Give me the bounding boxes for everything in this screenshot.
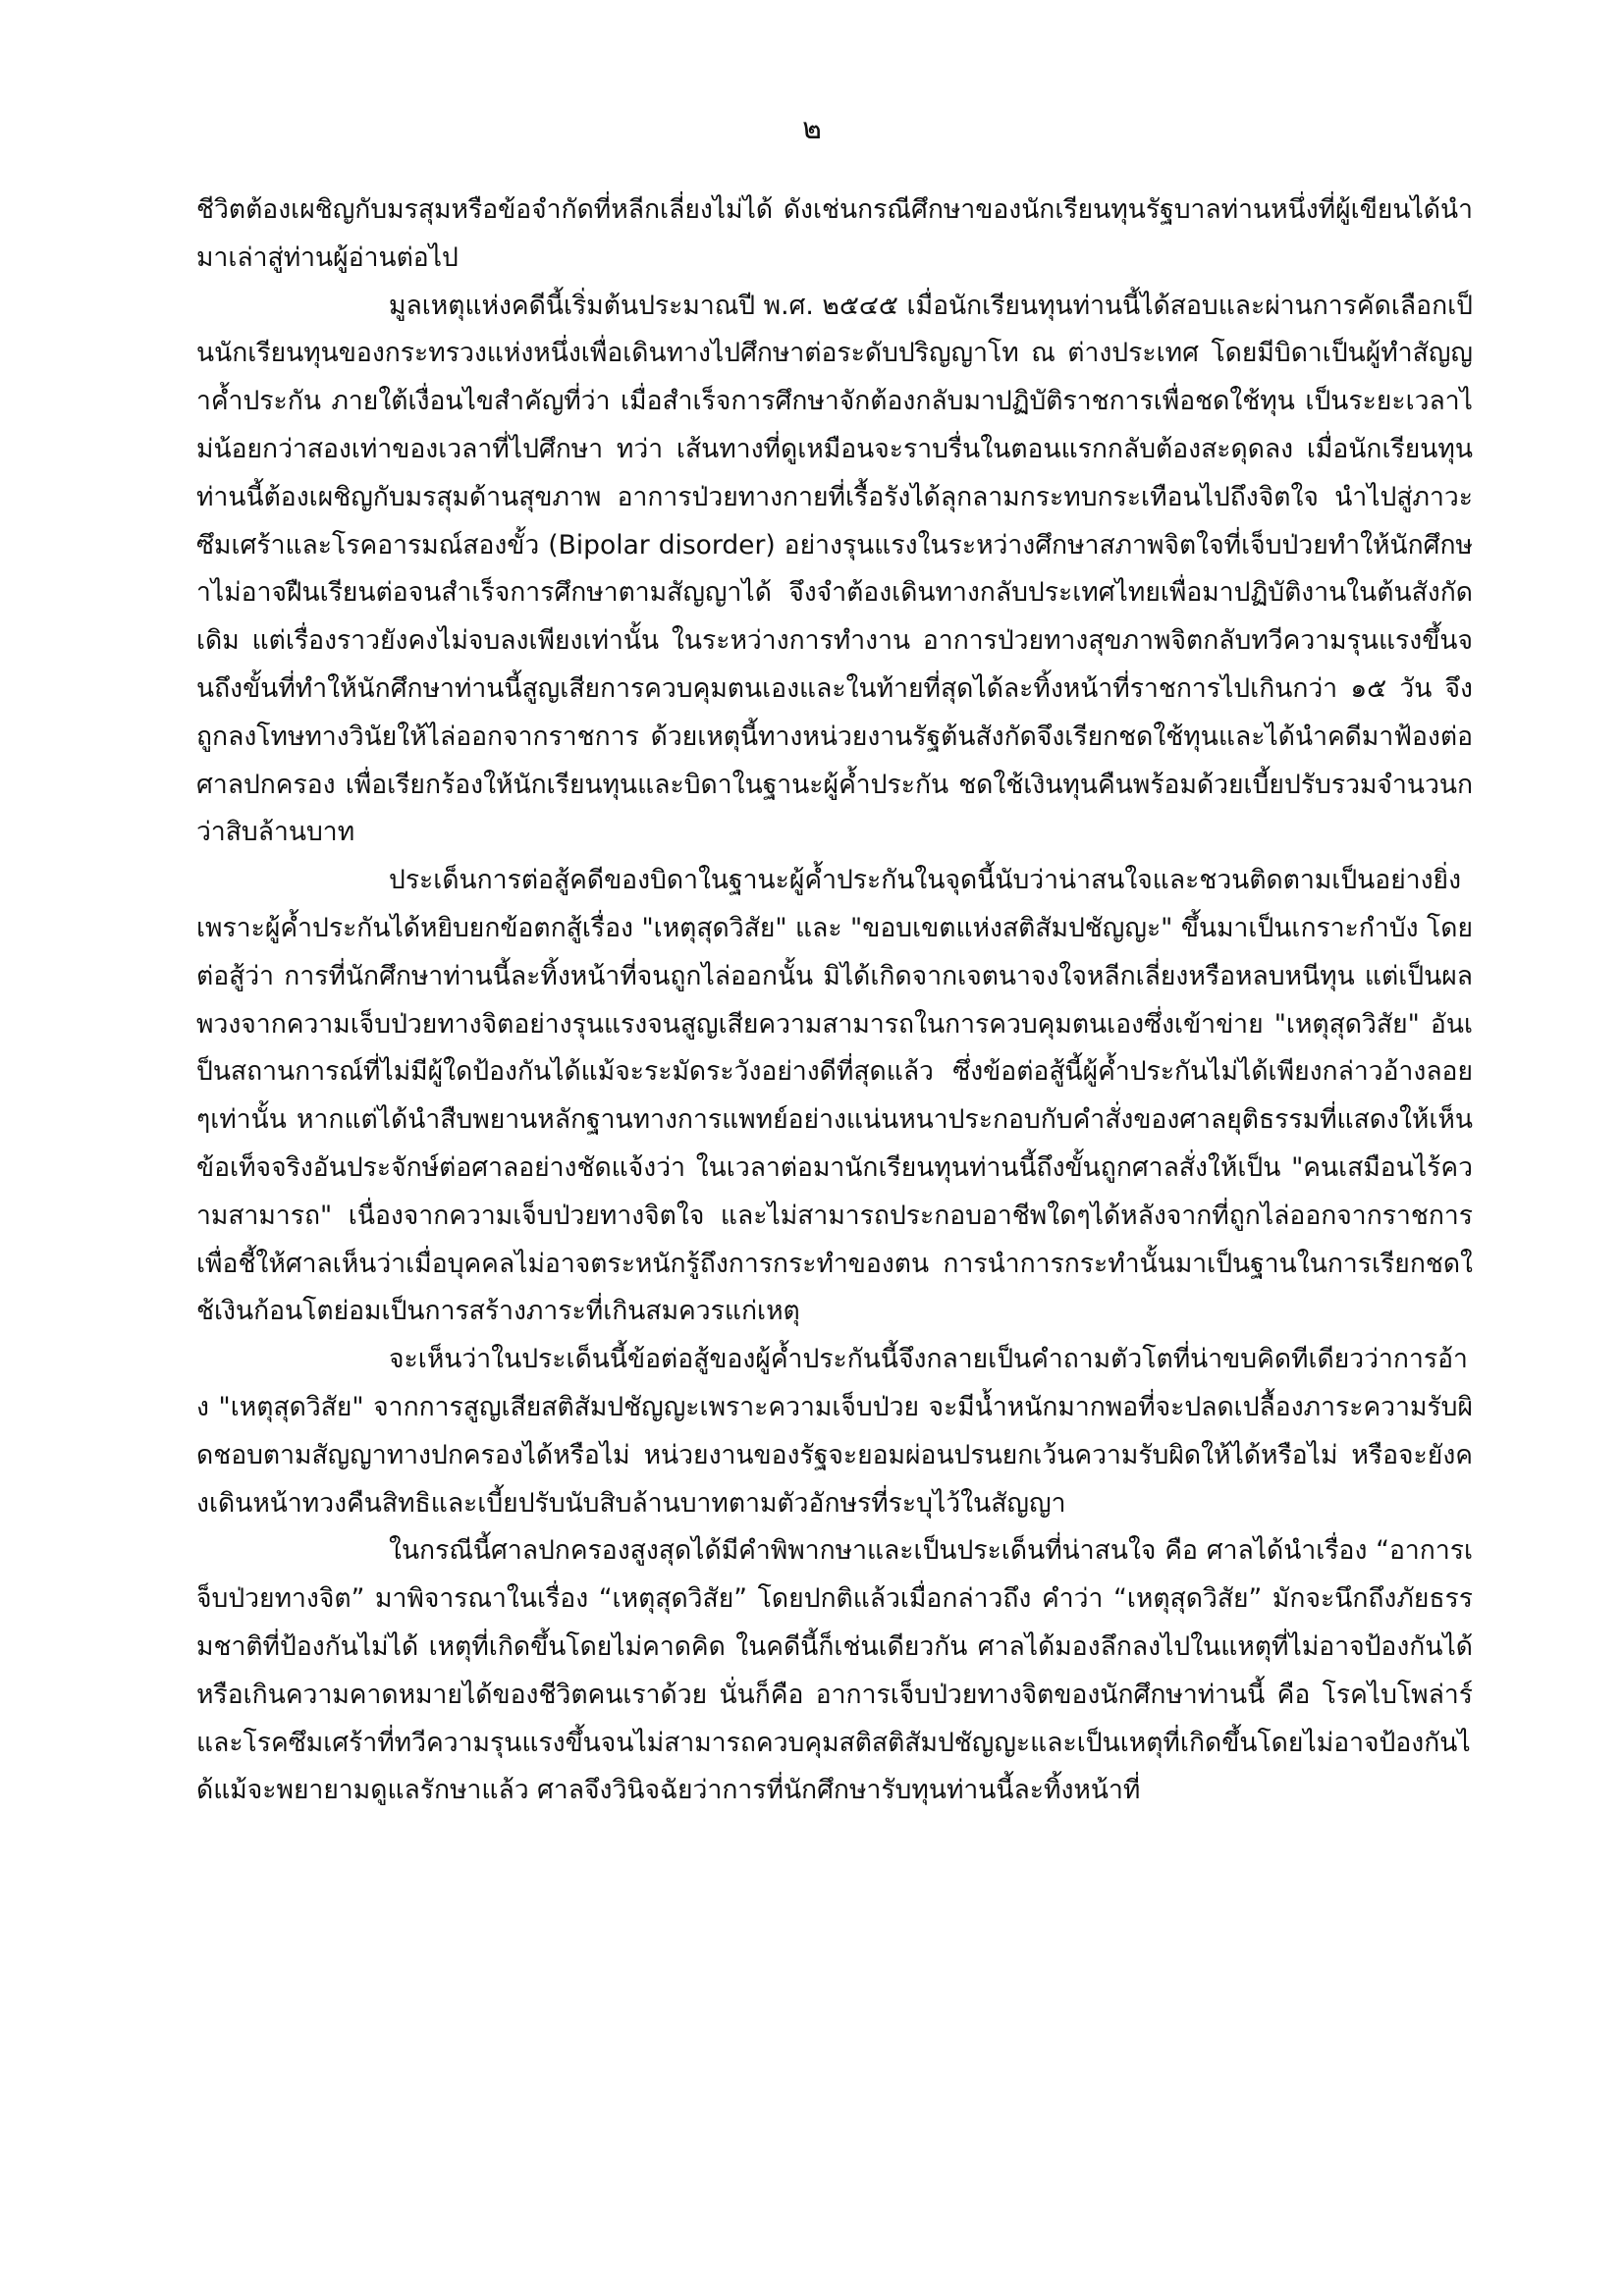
page-number: ๒ [802,112,822,146]
document-body [196,187,1473,1815]
paragraph-4: จะเห็นว่าในประเด็นนี้ข้อต่อสู้ของผู้ค้ำประกันนี้จึงกลายเป็นคำถามตัวโตที่น่าขบคิดทีเดียวว่าการอ้าง "เหตุสุดวิสัย" จากการสูญเสียสติสัมปชัญญะเพราะความเจ็บป่วย จะมีน้ำหนักมากพอที่จะปลดเปลื้องภาระความรับผิดชอบตามสัญญาทางปกครองได้หรือไม่ หน่วยงานของรัฐจะยอมผ่อนปรนยกเว้นความรับผิดให้ได้หรือไม่ หรือจะยังคงเดินหน้าทวงคืนสิทธิและเบี้ยปรับนับสิบล้านบาทตามตัวอักษรที่ระบุไว้ในสัญญา [196,1344,1473,1519]
paragraph-1: ชีวิตต้องเผชิญกับมรสุมหรือข้อจำกัดที่หลีกเลี่ยงไม่ได้ ดังเช่นกรณีศึกษาของนักเรียนทุนรัฐบาลท่านหนึ่งที่ผู้เขียนได้นำมาเล่าสู่ท่านผู้อ่านต่อไป [196,194,1473,273]
paragraph-5: ในกรณีนี้ศาลปกครองสูงสุดได้มีคำพิพากษาและเป็นประเด็นที่น่าสนใจ คือ ศาลได้นำเรื่อง “อาการเจ็บป่วยทางจิต” มาพิจารณาในเรื่อง “เหตุสุดวิสัย” โดยปกติแล้วเมื่อกล่าวถึง คำว่า “เหตุสุดวิสัย” มักจะนึกถึงภัยธรรมชาติที่ป้องกันไม่ได้ เหตุที่เกิดขึ้นโดยไม่คาดคิด ในคดีนี้ก็เช่นเดียวกัน ศาลได้มองลึกลงไปในแหตุที่ไม่อาจป้องกันได้หรือเกินความคาดหมายได้ของชีวิตคนเราด้วย นั่นก็คือ อาการเจ็บป่วยทางจิตของนักศึกษาท่านนี้ คือ โรคไบโพล่าร์และโรคซึมเศร้าที่ทวีความรุนแรงขึ้นจนไม่สามารถควบคุมสติสติสัมปชัญญะและเป็นเหตุที่เกิดขึ้นโดยไม่อาจป้องกันได้แม้จะพยายามดูแลรักษาแล้ว ศาลจึงวินิจฉัยว่าการที่นักศึกษารับทุนท่านนี้ละทิ้งหน้าที่ [196,1535,1473,1806]
paragraph-2: มูลเหตุแห่งคดีนี้เริ่มต้นประมาณปี พ.ศ. ๒๕๔๕ เมื่อนักเรียนทุนท่านนี้ได้สอบและผ่านการคัดเลือกเป็นนักเรียนทุนของกระทรวงแห่งหนึ่งเพื่อเดินทางไปศึกษาต่อระดับปริญญาโท ณ ต่างประเทศ โดยมีบิดาเป็นผู้ทำสัญญาค้ำประกัน ภายใต้เงื่อนไขสำคัญที่ว่า เมื่อสำเร็จการศึกษาจักต้องกลับมาปฏิบัติราชการเพื่อชดใช้ทุน เป็นระยะเวลาไม่น้อยกว่าสองเท่าของเวลาที่ไปศึกษา ทว่า เส้นทางที่ดูเหมือนจะราบรื่นในตอนแรกกลับต้องสะดุดลง เมื่อนักเรียนทุนท่านนี้ต้องเผชิญกับมรสุมด้านสุขภาพ อาการป่วยทางกายที่เรื้อรังได้ลุกลามกระทบกระเทือนไปถึงจิตใจ นำไปสู่ภาวะซึมเศร้าและโรคอารมณ์สองขั้ว (Bipolar disorder) อย่างรุนแรงในระหว่างศึกษาสภาพจิตใจที่เจ็บป่วยทำให้นักศึกษาไม่อาจฝืนเรียนต่อจนสำเร็จการศึกษาตามสัญญาได้ จึงจำต้องเดินทางกลับประเทศไทยเพื่อมาปฏิบัติงานในต้นสังกัดเดิม แต่เรื่องราวยังคงไม่จบลงเพียงเท่านั้น ในระหว่างการทำงาน อาการป่วยทางสุขภาพจิตกลับทวีความรุนแรงขึ้นจนถึงขั้นที่ทำให้นักศึกษาท่านนี้สูญเสียการควบคุมตนเองและในท้ายที่สุดได้ละทิ้งหน้าที่ราชการไปเกินกว่า ๑๕ วัน จึงถูกลงโทษทางวินัยให้ไล่ออกจากราชการ ด้วยเหตุนี้ทางหน่วยงานรัฐต้นสังกัดจึงเรียกชดใช้ทุนและได้นำคดีมาฟ้องต่อศาลปกครอง เพื่อเรียกร้องให้นักเรียนทุนและบิดาในฐานะผู้ค้ำประกัน ชดใช้เงินทุนคืนพร้อมด้วยเบี้ยปรับรวมจำนวนกว่าสิบล้านบาท [196,290,1473,848]
paragraph-3: ประเด็นการต่อสู้คดีของบิดาในฐานะผู้ค้ำประกันในจุดนี้นับว่าน่าสนใจและชวนติดตามเป็นอย่างยิ่ง เพราะผู้ค้ำประกันได้หยิบยกข้อตกสู้เรื่อง "เหตุสุดวิสัย" และ "ขอบเขตแห่งสติสัมปชัญญะ" ขึ้นมาเป็นเกราะกำบัง โดยต่อสู้ว่า การที่นักศึกษาท่านนี้ละทิ้งหน้าที่จนถูกไล่ออกนั้น มิได้เกิดจากเจตนาจงใจหลีกเลี่ยงหรือหลบหนีทุน แต่เป็นผลพวงจากความเจ็บป่วยทางจิตอย่างรุนแรงจนสูญเสียความสามารถในการควบคุมตนเองซึ่งเข้าข่าย "เหตุสุดวิสัย" อันเป็นสถานการณ์ที่ไม่มีผู้ใดป้องกันได้แม้จะระมัดระวังอย่างดีที่สุดแล้ว ซึ่งข้อต่อสู้นี้ผู้ค้ำประกันไม่ได้เพียงกล่าวอ้างลอยๆเท่านั้น หากแต่ได้นำสืบพยานหลักฐานทางการแพทย์อย่างแน่นหนาประกอบกับคำสั่งของศาลยุติธรรมที่แสดงให้เห็นข้อเท็จจริงอันประจักษ์ต่อศาลอย่างชัดแจ้งว่า ในเวลาต่อมานักเรียนทุนท่านนี้ถึงขั้นถูกศาลสั่งให้เป็น "คนเสมือนไร้ความสามารถ" เนื่องจากความเจ็บป่วยทางจิตใจ และไม่สามารถประกอบอาชีพใดๆได้หลังจากที่ถูกไล่ออกจากราชการ เพื่อชี้ให้ศาลเห็นว่าเมื่อบุคคลไม่อาจตระหนักรู้ถึงการกระทำของตน การนำการกระทำนั้นมาเป็นฐานในการเรียกชดใช้เงินก้อนโตย่อมเป็นการสร้างภาระที่เกินสมควรแก่เหตุ [196,865,1473,1327]
